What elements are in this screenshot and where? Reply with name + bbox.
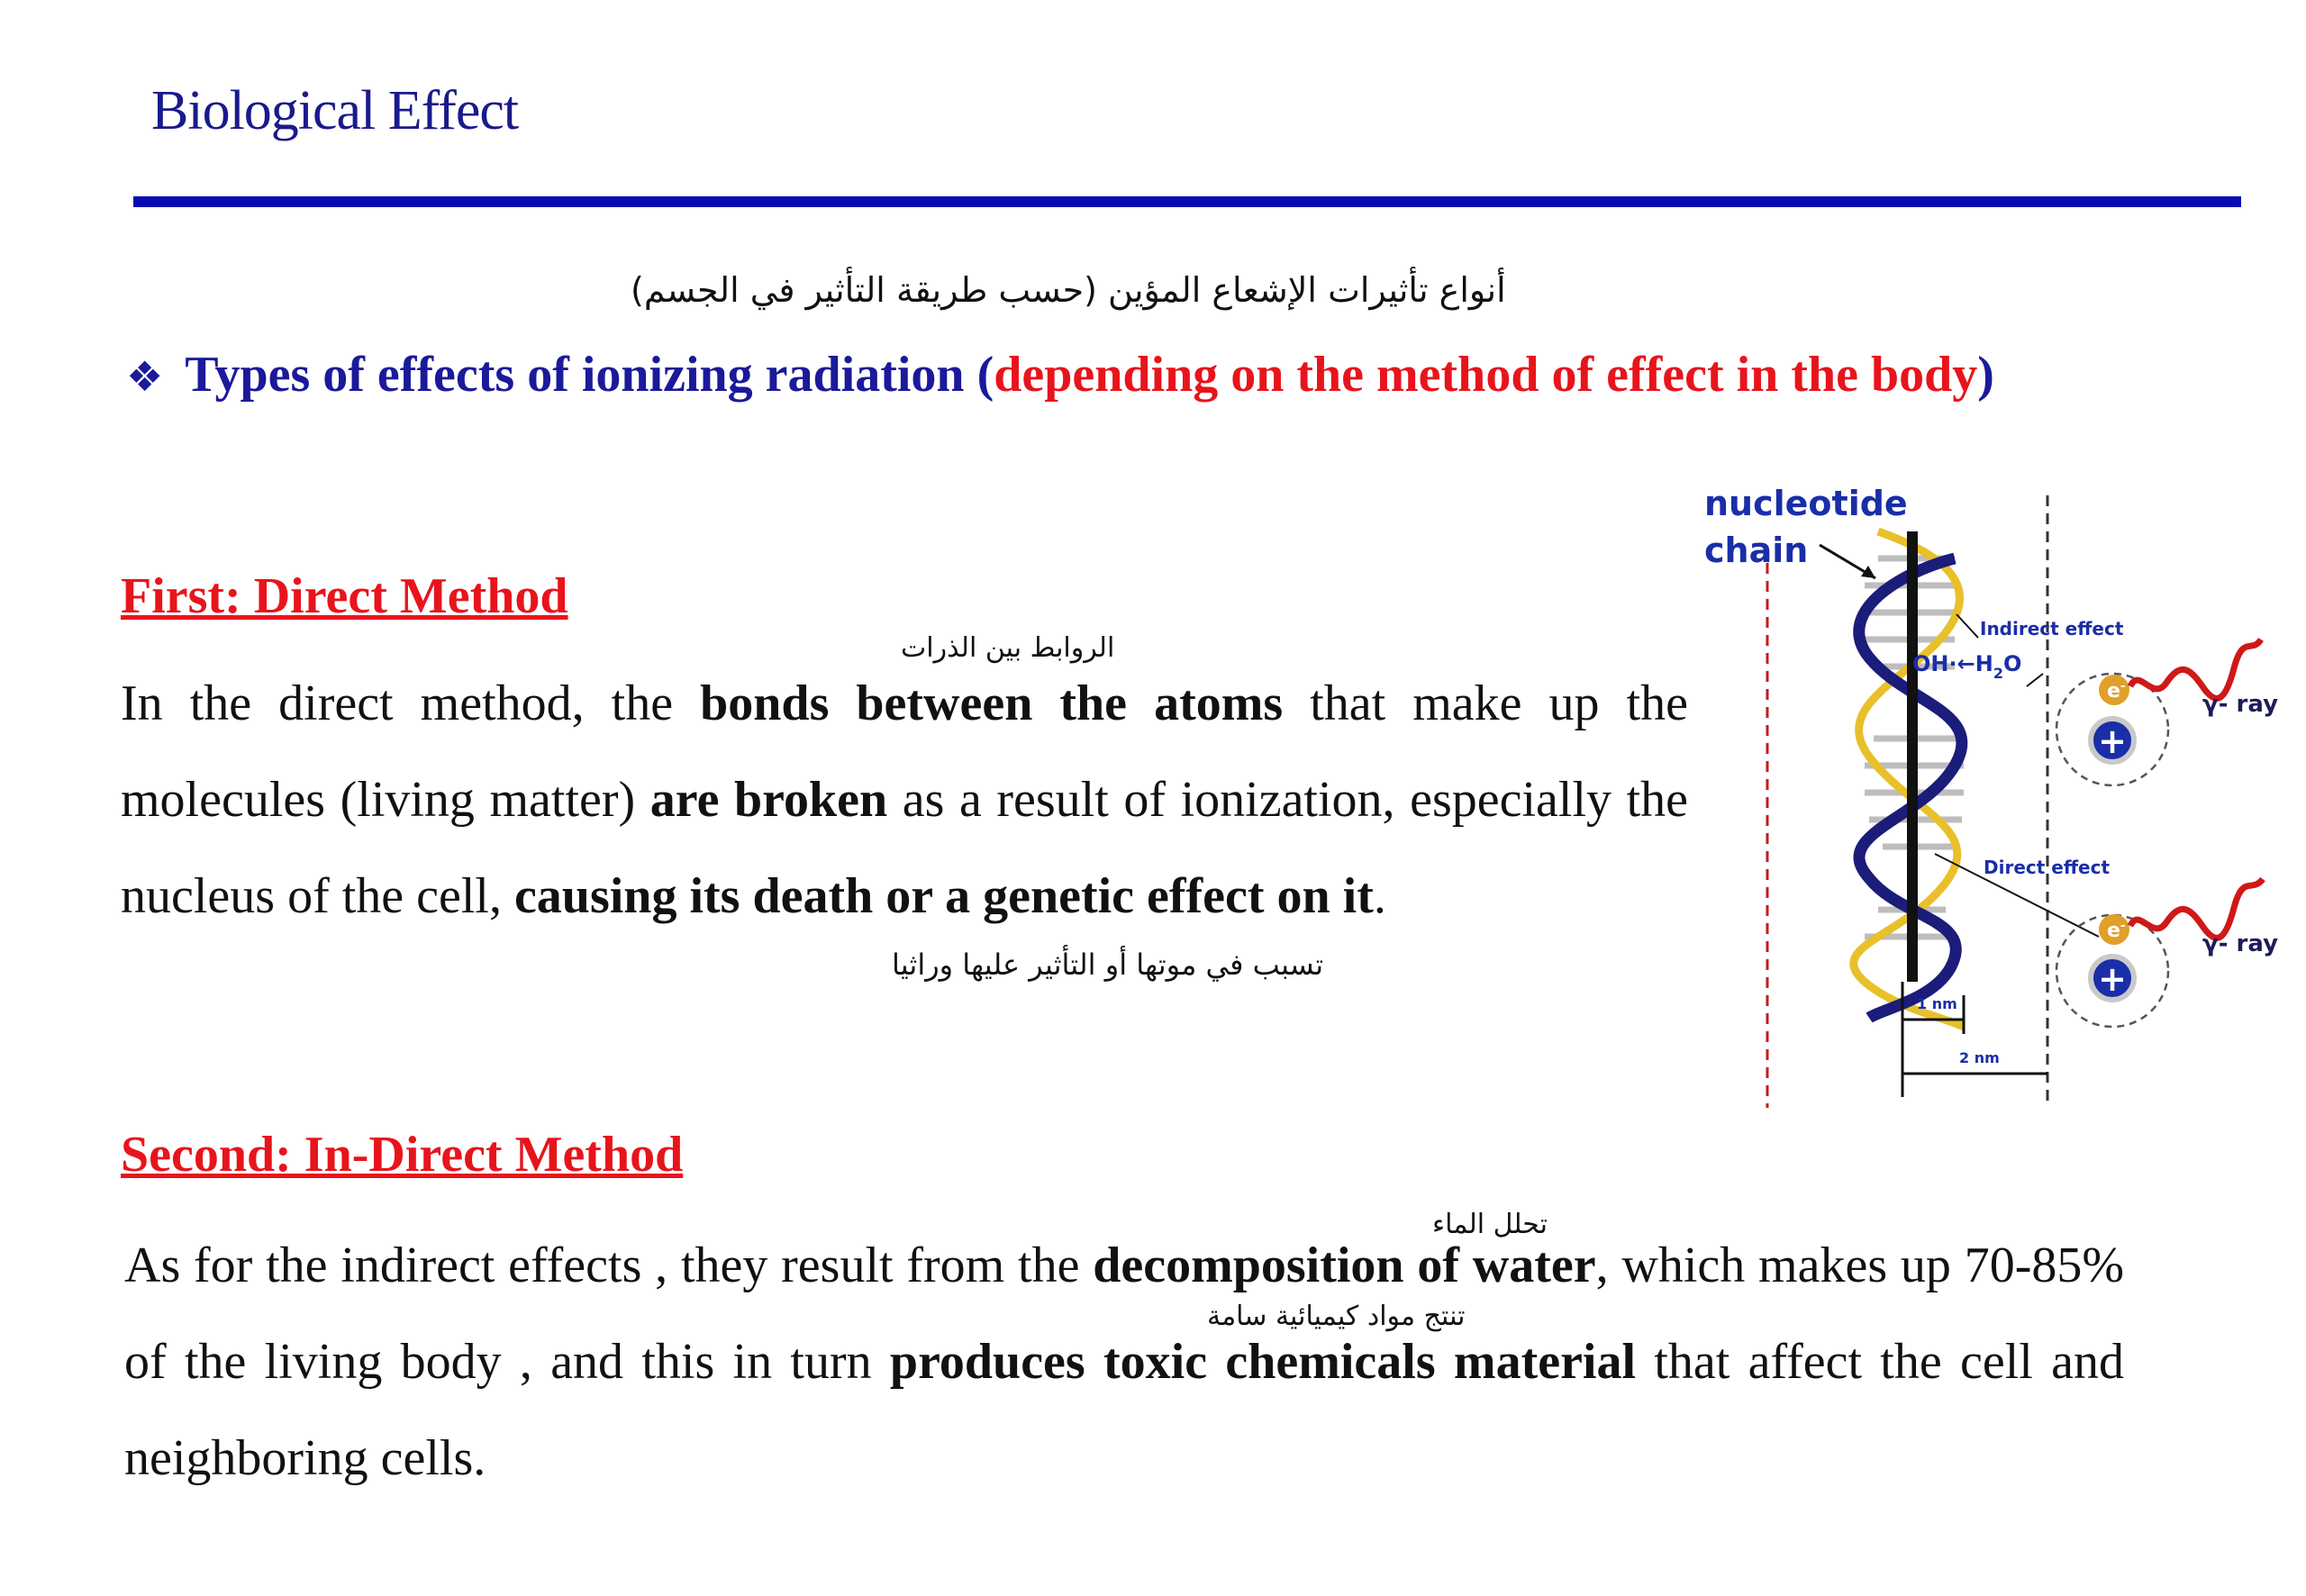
upper-electron-label: e- xyxy=(2107,679,2126,703)
upper-plus-sign: + xyxy=(2098,721,2127,761)
dna-diagram xyxy=(1675,477,2288,1108)
title-divider xyxy=(133,196,2241,207)
types-heading-blue: Types of effects of ionizing radiation xyxy=(185,347,965,403)
types-heading xyxy=(126,346,1994,404)
indirect-text-1: As for the indirect effects , they result from the xyxy=(124,1238,1094,1293)
indirect-text-3: that affect the cell and neighboring cells. xyxy=(124,1334,2124,1486)
indirect-effect-arrow xyxy=(1956,614,1978,638)
lower-gamma-ray-wave xyxy=(2130,879,2263,938)
direct-bold-broken: are broken xyxy=(649,772,888,828)
direct-text-1: In the direct method, the xyxy=(121,676,701,731)
direct-text-3: as a result of ionization, especially the nucleus of the cell, xyxy=(121,772,1688,924)
upper-gamma-ray-wave xyxy=(2130,639,2261,698)
direct-text-4: . xyxy=(1373,868,1386,924)
indirect-bold-water: decomposition of water xyxy=(1093,1238,1596,1293)
lower-electron-label: e- xyxy=(2107,919,2126,942)
four-diamond-bullet-icon: ❖ xyxy=(126,352,164,401)
direct-method-paragraph xyxy=(121,656,1688,945)
water-arrow xyxy=(2027,674,2043,686)
direct-bold-death: causing its death or a genetic effect on it xyxy=(513,868,1374,924)
indirect-bold-toxic: produces toxic chemicals material xyxy=(889,1334,1637,1390)
lower-gamma-ray-label: γ- ray xyxy=(2202,930,2279,957)
arabic-toxic-annotation: تنتج مواد كيميائية سامة xyxy=(1207,1301,1466,1332)
scale-2nm-label: 2 nm xyxy=(1959,1049,2000,1066)
indirect-text-2: , which makes up 70-85% of the living body , and this in turn xyxy=(124,1238,2124,1390)
types-paren-open: ( xyxy=(964,347,994,403)
direct-text-2: that make up the molecules (living matter) xyxy=(121,676,1688,828)
arabic-bonds-annotation: الروابط بين الذرات xyxy=(901,632,1115,664)
indirect-method-paragraph xyxy=(124,1218,2124,1507)
types-heading-red: depending on the method of effect in the body xyxy=(994,347,1978,403)
page-title: Biological Effect xyxy=(151,80,519,141)
indirect-effect-label: Indirect effect xyxy=(1980,618,2124,639)
chain-label: chain xyxy=(1704,530,1809,570)
upper-gamma-ray-label: γ- ray xyxy=(2202,691,2279,718)
scale-1nm-label: 1 nm xyxy=(1917,995,1957,1012)
arabic-water-annotation: تحلل الماء xyxy=(1432,1209,1548,1240)
oh-h2o-label: $OH\cdot\leftarrow H_2O$ xyxy=(1912,651,2022,682)
lower-plus-sign: + xyxy=(2098,959,2127,999)
direct-effect-label: Direct effect xyxy=(1984,857,2111,878)
direct-method-heading: First: Direct Method xyxy=(121,568,568,624)
indirect-method-heading: Second: In-Direct Method xyxy=(121,1127,684,1183)
direct-bold-bonds: bonds between the atoms xyxy=(700,676,1284,731)
dna-radiation-figure xyxy=(1675,477,2288,1108)
types-paren-close: ) xyxy=(1977,347,1994,403)
arabic-death-annotation: تسبب في موتها أو التأثير عليها وراثيا xyxy=(892,948,1324,982)
arabic-subtitle: أنواع تأثيرات الإشعاع المؤين (حسب طريقة التأثير في الجسم) xyxy=(631,270,1506,310)
nucleotide-label: nucleotide xyxy=(1704,484,1908,523)
